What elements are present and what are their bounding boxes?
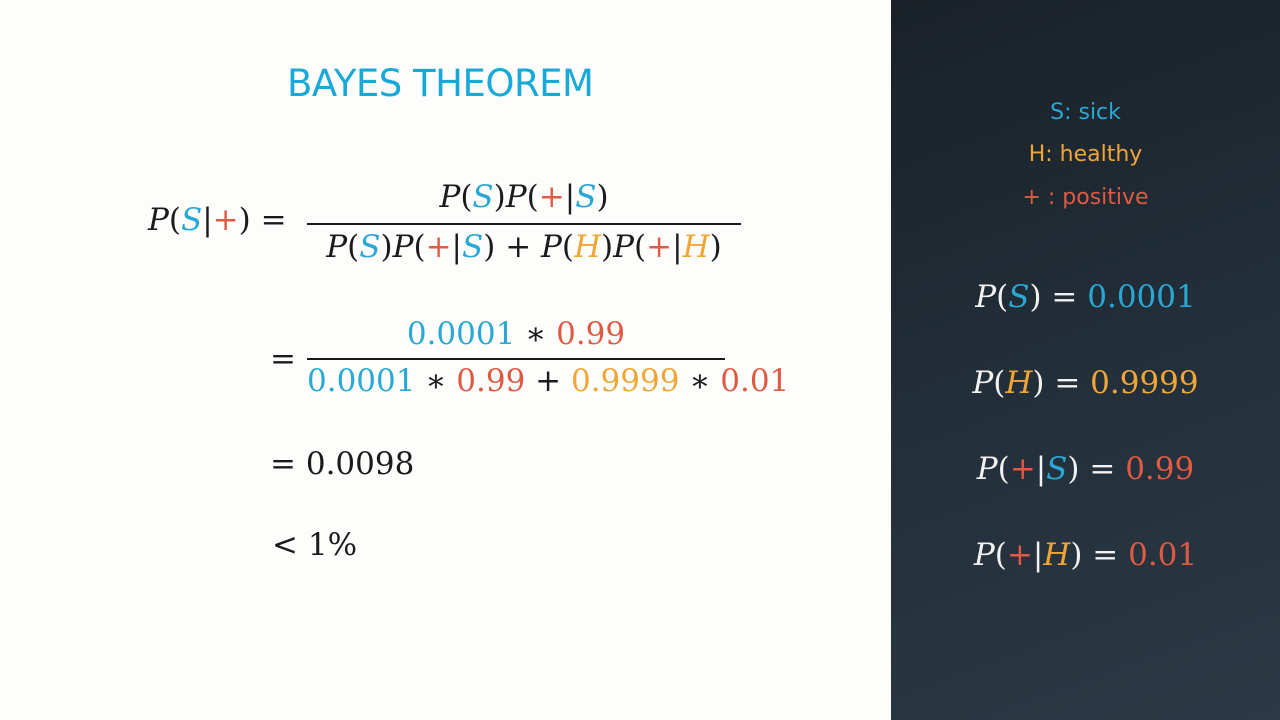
- legend-healthy: H: healthy: [1028, 142, 1143, 167]
- prior-sick: P(S) = 0.0001: [975, 279, 1196, 315]
- bayes-denominator: P(S)P(+|S) + P(H)P(+|H): [326, 229, 722, 265]
- equals-sign: =: [270, 341, 296, 377]
- bayes-numerator: P(S)P(+|S): [439, 179, 609, 215]
- den-p-s: 0.0001: [307, 363, 416, 399]
- prior-healthy: P(H) = 0.9999: [972, 365, 1199, 401]
- likelihood-pos-healthy-value: 0.01: [1128, 537, 1198, 573]
- numeric-fraction: [307, 316, 790, 400]
- numeric-denominator: 0.0001 ∗ 0.99 + 0.9999 ∗ 0.01: [307, 363, 790, 399]
- numeric-numerator: 0.0001 ∗ 0.99: [406, 316, 626, 352]
- legend-positive: + : positive: [1022, 185, 1149, 210]
- fraction-bar: [307, 223, 741, 225]
- den-p-h: 0.9999: [570, 363, 680, 399]
- posterior-lhs: P(S|+) =: [148, 202, 287, 238]
- den-p-pos-s: 0.99: [456, 363, 526, 399]
- likelihood-pos-healthy: P(+|H) = 0.01: [973, 537, 1198, 573]
- posterior-value: 0.0098: [305, 446, 415, 482]
- fraction-bar: [307, 358, 725, 360]
- percent-result: < 1%: [272, 527, 358, 563]
- page-title: BAYES THEOREM: [287, 62, 594, 105]
- prior-sick-value: 0.0001: [1087, 279, 1196, 315]
- bayes-fraction: [307, 180, 741, 275]
- num-p-s: 0.0001: [406, 316, 516, 352]
- likelihood-pos-sick-value: 0.99: [1125, 451, 1195, 487]
- legend-sick: S: sick: [1050, 100, 1121, 125]
- likelihood-pos-sick: P(+|S) = 0.99: [976, 451, 1195, 487]
- percent-value: 1%: [307, 527, 358, 563]
- posterior-result: = 0.0098: [270, 446, 415, 482]
- num-p-pos-s: 0.99: [556, 316, 626, 352]
- prior-healthy-value: 0.9999: [1090, 365, 1199, 401]
- den-p-pos-h: 0.01: [720, 363, 790, 399]
- sidebar-panel: [891, 0, 1280, 720]
